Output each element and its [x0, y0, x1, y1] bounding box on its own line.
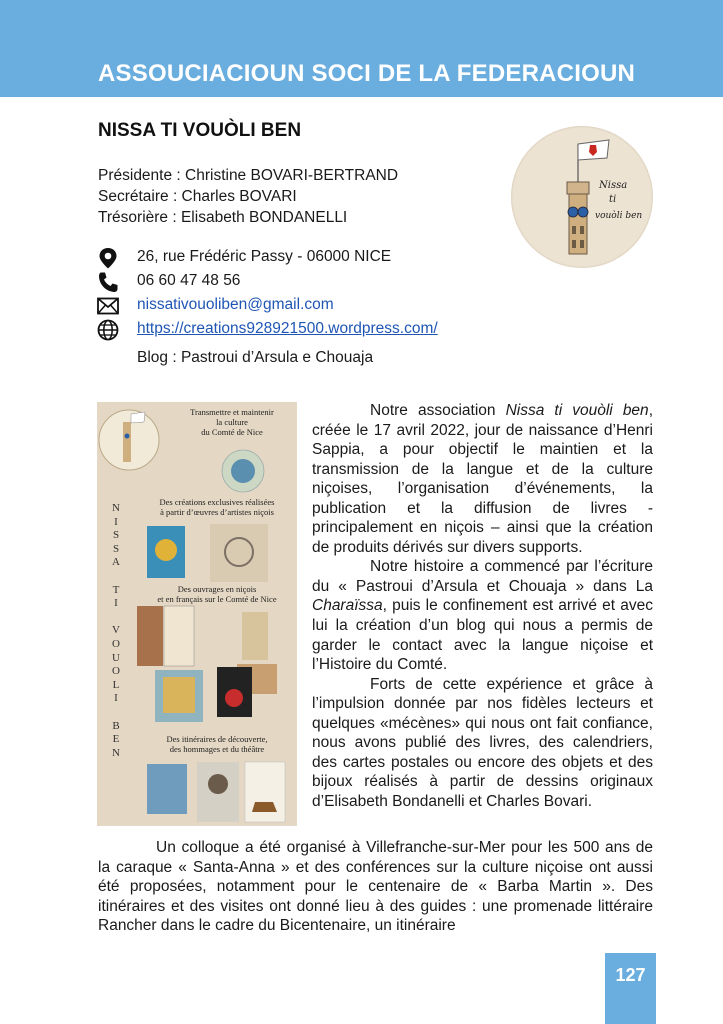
address-text: 26, rue Frédéric Passy - 06000 NICE	[137, 248, 392, 265]
poster-heading: Transmettre et maintenir la culture du Comté de Nice	[190, 407, 274, 437]
page-number-box	[605, 953, 656, 1024]
blog-line: Blog : Pastroui d’Arsula e Chouaja	[137, 349, 374, 366]
phone-text: 06 60 47 48 56	[137, 272, 241, 289]
poster-section-1: Des créations exclusives réalisées à partir d’œuvres d’artistes niçois	[159, 497, 275, 517]
phone-icon	[96, 271, 120, 293]
logo-text-2: ti	[609, 194, 617, 205]
article-full-width	[98, 838, 653, 936]
email-link[interactable]: nissativouoliben@gmail.com	[137, 296, 334, 313]
globe-icon	[96, 319, 120, 341]
treasurer-line: Trésorière : Elisabeth BONDANELLI	[98, 209, 348, 226]
paragraph-3: Forts de cette expérience et grâce à l’impulsion donnée par nos fidèles lecteurs et quelques «mécènes» qui nous ont fait confiance, nous avons publié des livres, des calendriers, des cartes postales ou encore des objets et des bijoux réalisés à partir de dessins originaux d’Elisabeth Bondanelli et Charles Bovari.	[312, 675, 653, 810]
association-name: NISSA TI VOUÒLI BEN	[98, 120, 302, 141]
article-column	[312, 401, 653, 811]
header-banner	[0, 0, 723, 97]
poster-section-3: Des itinéraires de découverte, des hommages et du théâtre	[166, 734, 268, 754]
paragraph-2: Notre histoire a commencé par l’écriture du « Pastroui d’Arsula et Chouaja » dans La Charaïssa, puis le confinement est arrivé et avec lui la création d’un blog qui nous a permis de garder le contact avec la langue niçoise et l’Histoire du Comté.	[312, 558, 653, 674]
paragraph-1: Notre association Nissa ti vouòli ben, créée le 17 avril 2022, jour de naissance d’Henri Sappia, a pour objectif le maintien et la transmission de la langue et de la culture niçoises, l’organisation d’événements, la publication et la diffusion de livres - principalement en niçois – ainsi que la création de produits dérivés sur divers supports.	[312, 402, 653, 556]
banner-title: ASSOUCIACIOUN SOCI DE LA FEDERACIOUN	[98, 60, 636, 87]
secretary-line: Secrétaire : Charles BOVARI	[98, 188, 297, 205]
map-pin-icon	[96, 247, 120, 269]
paragraph-4: Un colloque a été organisé à Villefranche-sur-Mer pour les 500 ans de la caraque « Santa-Anna » et des conférences sur la culture niçoise ont aussi été proposées, notamment pour le centenaire de « Barba Martin ». Des itinéraires et des visites ont donné lieu à des guides : une promenade littéraire Rancher dans le cadre du Bicentenaire, un itinéraire	[98, 839, 653, 935]
envelope-icon	[96, 295, 120, 317]
logo-text-3: vouòli ben	[595, 211, 643, 221]
officers-list	[98, 165, 398, 228]
poster-section-2: Des ouvrages en niçois et en français sur le Comté de Nice	[157, 584, 277, 604]
president-line: Présidente : Christine BOVARI-BERTRAND	[98, 167, 399, 184]
logo-text-1: Nissa	[599, 180, 628, 191]
logo-drawing	[511, 126, 653, 268]
poster-image	[97, 402, 297, 826]
website-link[interactable]: https://creations928921500.wordpress.com/	[137, 320, 438, 337]
page-number: 127	[615, 965, 646, 985]
poster-vertical-text: N I S S A T I V O U O L I B E N	[112, 502, 120, 759]
association-logo	[511, 126, 653, 268]
